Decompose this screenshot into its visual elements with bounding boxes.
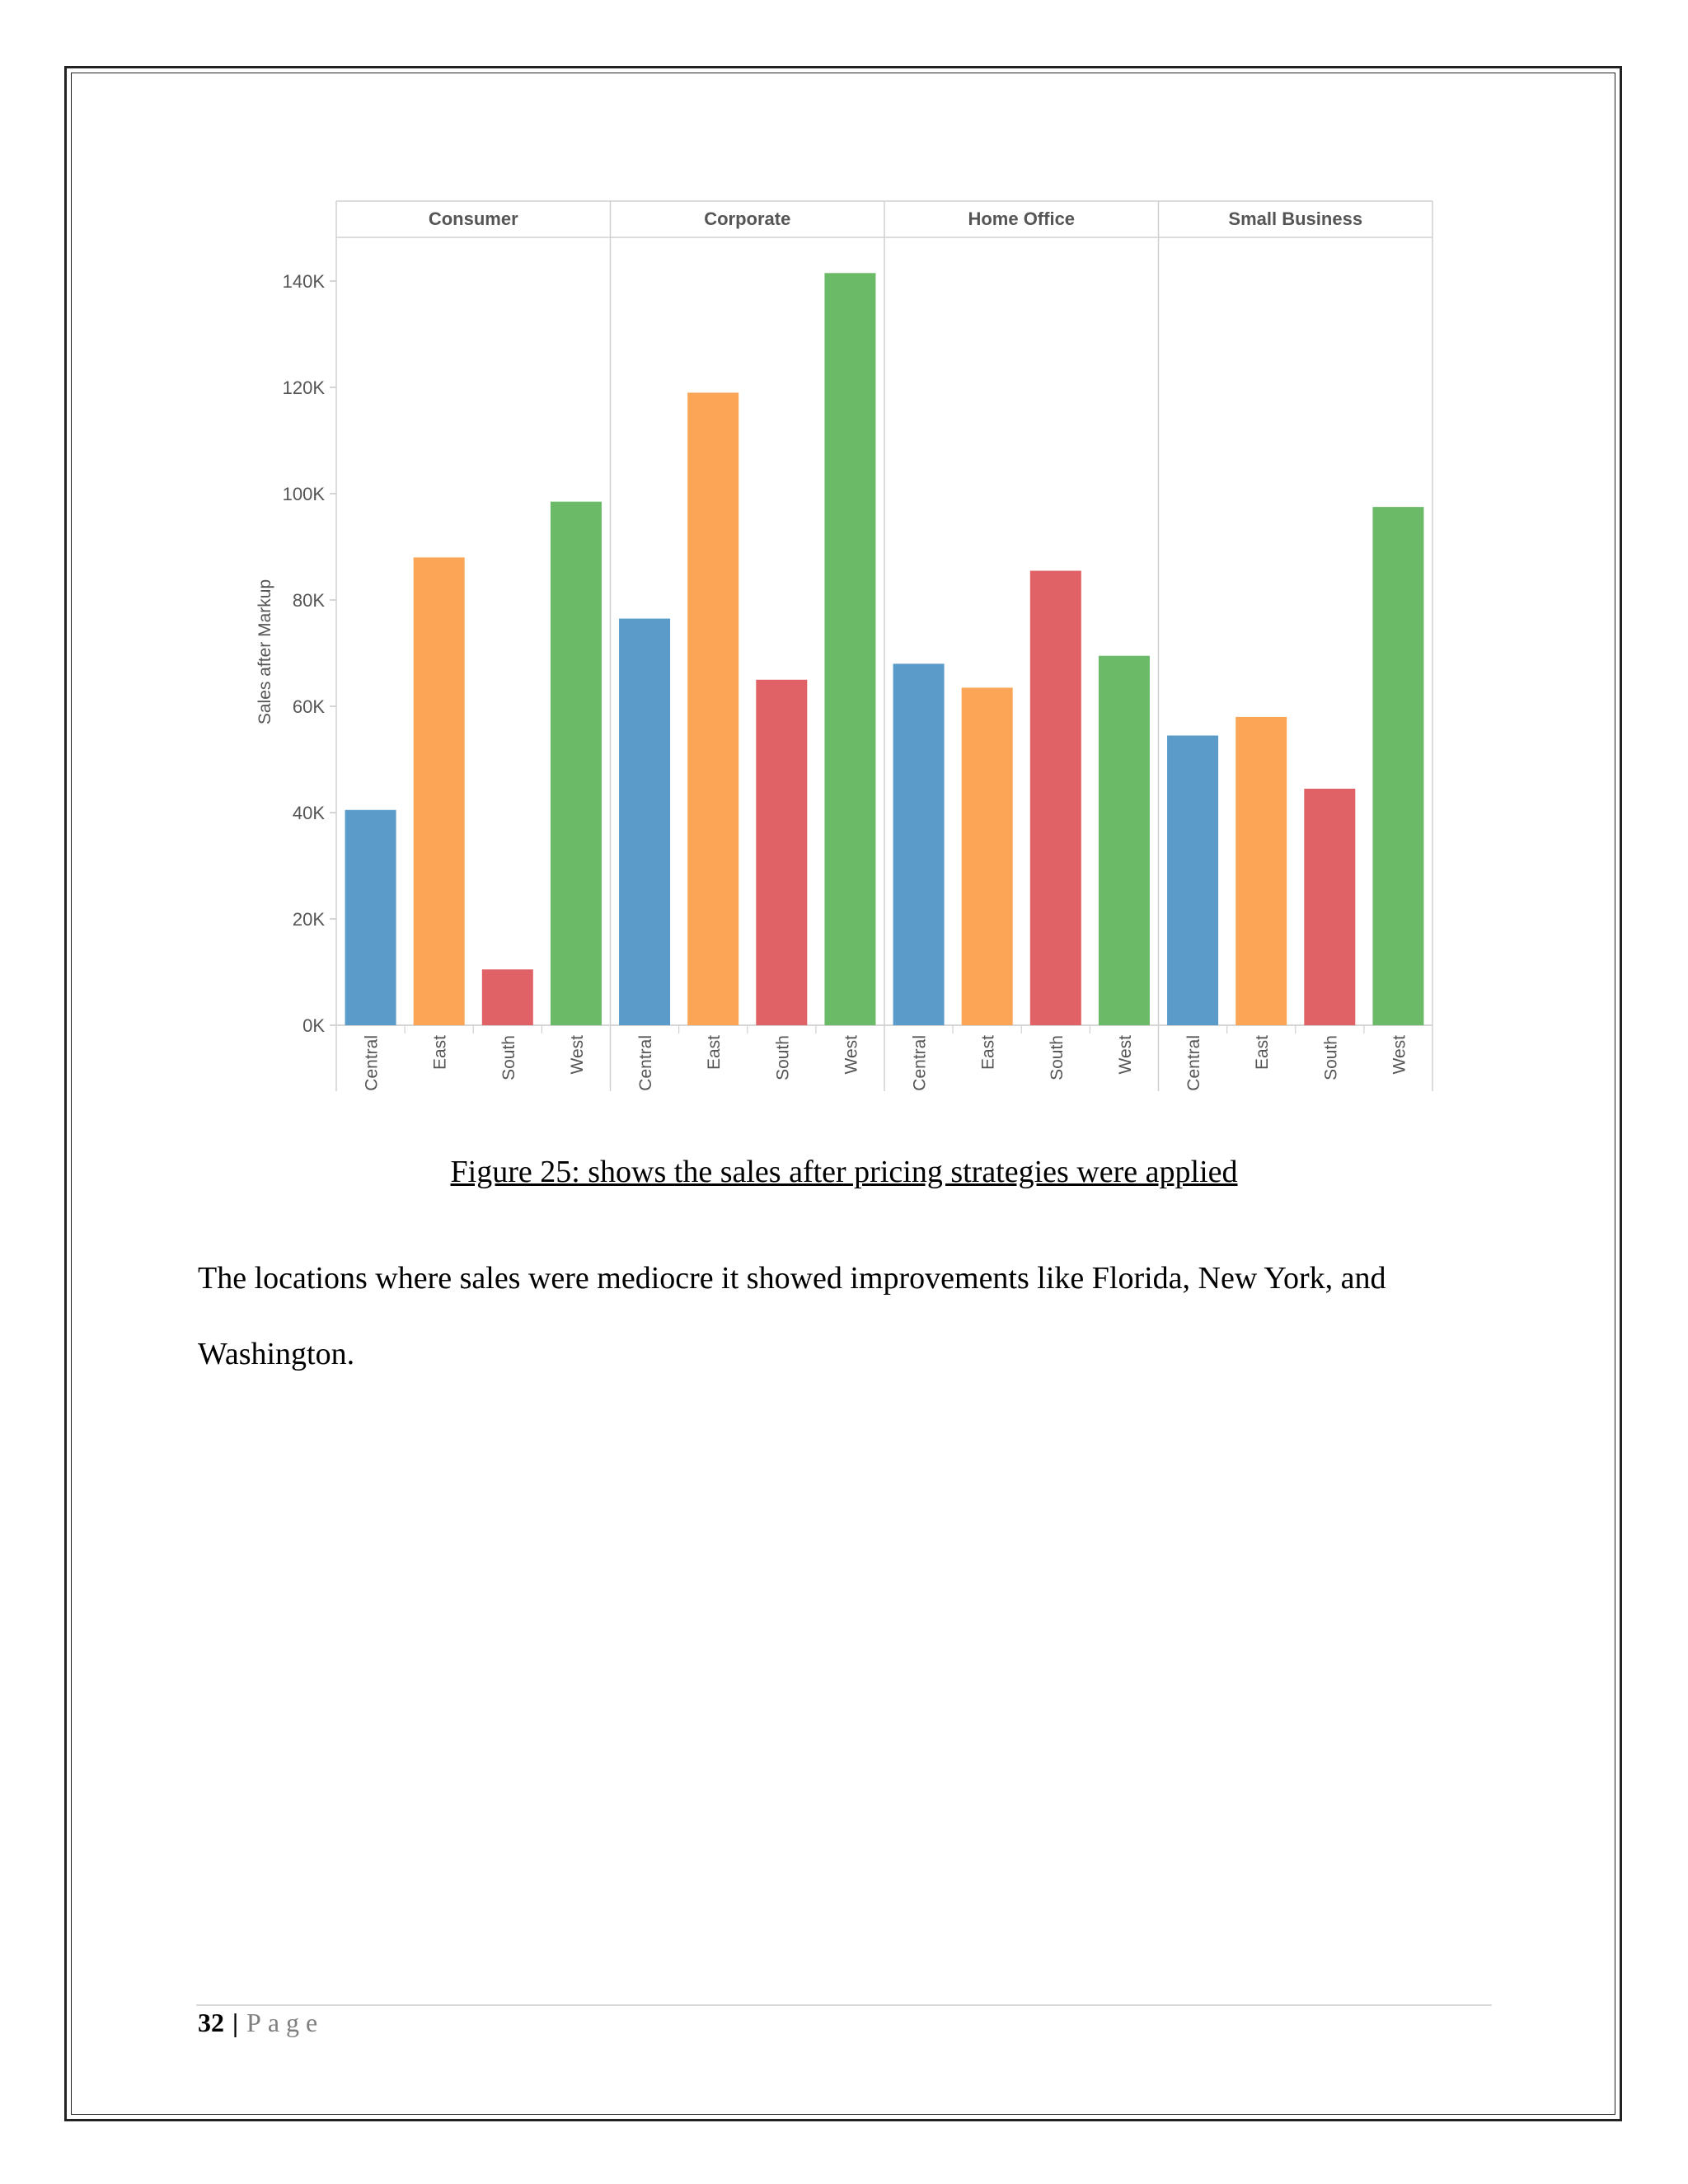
- bar-home-office-west: [1099, 656, 1150, 1025]
- figure-caption: [0, 1154, 1688, 1190]
- page-footer: [198, 2008, 324, 2038]
- x-tick-label: West: [842, 1035, 861, 1075]
- x-tick-label: West: [567, 1035, 587, 1075]
- x-tick-label: West: [1115, 1035, 1135, 1075]
- footer-divider: [196, 2004, 1492, 2006]
- bar-consumer-central: [345, 810, 396, 1025]
- x-tick-label: East: [430, 1035, 450, 1071]
- x-tick-label: South: [1047, 1035, 1067, 1080]
- bar-consumer-east: [414, 557, 465, 1025]
- y-tick-label: 80K: [292, 590, 325, 611]
- bar-home-office-south: [1030, 571, 1081, 1025]
- panel-header-consumer: Consumer: [428, 209, 518, 229]
- y-tick-label: 140K: [282, 271, 325, 292]
- footer-separator: |: [232, 2008, 239, 2037]
- x-tick-label: East: [1253, 1035, 1273, 1071]
- x-tick-label: South: [773, 1035, 793, 1080]
- page-label: Page: [246, 2008, 325, 2037]
- y-tick-label: 0K: [302, 1015, 325, 1036]
- y-tick-label: 60K: [292, 696, 325, 717]
- bar-consumer-west: [551, 502, 602, 1025]
- x-tick-label: Central: [1184, 1035, 1204, 1091]
- body-paragraph: The locations where sales were mediocre it showed improvements like Florida, New York, and Washington.: [198, 1261, 1386, 1371]
- bar-small-business-south: [1304, 789, 1355, 1025]
- bar-small-business-west: [1372, 507, 1423, 1025]
- x-tick-label: Central: [910, 1035, 930, 1091]
- y-axis-label: Sales after Markup: [256, 579, 274, 725]
- x-tick-label: West: [1390, 1035, 1409, 1075]
- bar-corporate-south: [756, 680, 807, 1025]
- bar-corporate-east: [687, 392, 738, 1025]
- figure-caption-text: Figure 25: shows the sales after pricing strategies were applied: [450, 1155, 1238, 1189]
- y-tick-label: 40K: [292, 803, 325, 823]
- x-tick-label: East: [978, 1035, 998, 1071]
- page-number: 32: [198, 2008, 224, 2037]
- x-tick-label: Central: [362, 1035, 382, 1091]
- y-tick-label: 120K: [282, 377, 325, 398]
- bar-corporate-central: [619, 619, 670, 1025]
- bar-small-business-central: [1167, 735, 1218, 1025]
- bar-corporate-west: [824, 273, 875, 1025]
- y-tick-label: 100K: [282, 484, 325, 504]
- x-tick-label: East: [705, 1035, 724, 1071]
- y-tick-label: 20K: [292, 909, 325, 930]
- x-tick-label: South: [1321, 1035, 1341, 1080]
- x-tick-label: Central: [636, 1035, 656, 1091]
- panel-header-small-business: Small Business: [1228, 209, 1363, 229]
- bar-home-office-east: [962, 687, 1013, 1025]
- panel-header-home-office: Home Office: [968, 209, 1076, 229]
- bar-home-office-central: [893, 663, 945, 1025]
- bar-small-business-east: [1236, 717, 1287, 1025]
- bar-consumer-south: [482, 969, 533, 1025]
- x-tick-label: South: [499, 1035, 518, 1080]
- panel-header-corporate: Corporate: [704, 209, 791, 229]
